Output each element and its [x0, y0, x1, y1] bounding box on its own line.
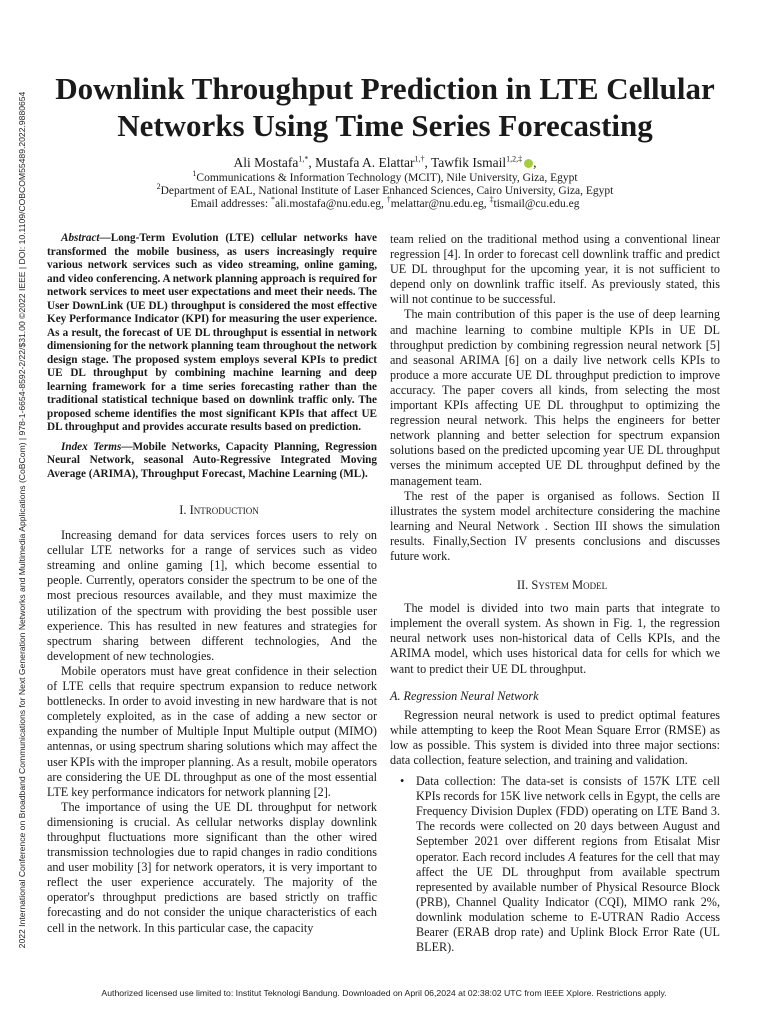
affiliation-1	[40, 169, 730, 185]
list-item	[390, 774, 720, 955]
author-2-sup: 1,†	[414, 154, 425, 164]
orcid-icon[interactable]	[524, 159, 533, 168]
index-terms	[47, 441, 377, 482]
aff1-text: Communications & Information Technology (MCIT), Nile University, Giza, Egypt	[196, 172, 578, 184]
email-prefix: Email addresses:	[190, 198, 271, 210]
author-1: Ali Mostafa	[233, 155, 299, 170]
abstract-text: —Long-Term Evolution (LTE) cellular networks have transformed the mobile business, as users increasingly require various network services such as video streaming, online gaming, and video conferencing. A network planning approach is required for network services to meet user expectations and meet their needs. The User DownLink (UE DL) throughput is considered the most effective Key Performance Indicator (KPI) for measuring the user experience. As a result, the forecast of UE DL throughput is essential in network dimensioning for the network planning team throughout the network design stage. The proposed system employs several KPIs to predict UE DL throughput by combining machine learning and deep learning framework for a time series forecasting rather than the traditional statistical technique based on downlink traffic only. The proposed scheme identifies the most significant KPIs that affect UE DL throughput and provides accurate results based on prediction.	[47, 232, 377, 433]
body-paragraph: The rest of the paper is organised as follows. Section II illustrates the system model architecture considering the machine learning and Neural Network . Section III shows the simulation results. Finally,Section IV presents conclusions and discusses future work.	[390, 488, 720, 563]
aff1-sup: 1	[192, 169, 197, 179]
bullet-text-1: Data collection: The data-set is consists of 157K LTE cell KPIs records for 15K live network cells in Egypt, the cells are Frequency Division Duplex (FDD) operating on LTE Band 3. The records were collected on 20 days between August and September 2021 over different regions from Etisalat Misr operator. Each record includes	[416, 774, 720, 864]
intro-paragraph: The importance of using the UE DL throughput for network dimensioning is crucial. As cellular networks display downlink throughput fluctuations more significant than the other wired transmission technologies due to rapid changes in radio conditions and user mobility [3] for network operators, it is very important to reflect the user experience accurately. The majority of the operator's throughput predictions are based strictly on traffic forecasting and do not consider the unique characteristics of each cell in the network. In this particular case, the capacity	[47, 799, 377, 935]
affiliation-2	[40, 182, 730, 198]
author-2: , Mustafa A. Elattar	[308, 155, 415, 170]
right-column	[390, 232, 720, 955]
email-line	[40, 195, 730, 211]
email-1: ali.mostafa@nu.edu.eg,	[274, 198, 387, 210]
license-footer: Authorized licensed use limited to: Institut Teknologi Bandung. Downloaded on April 06,2024 at 02:38:02 UTC from IEEE Xplore. Restrictions apply.	[101, 988, 667, 998]
intro-paragraph: Mobile operators must have great confidence in their selection of LTE cells that require spectrum expansion to reduce network bottlenecks. In order to avoid investing in new hardware that is not completely exploited, as in the case of adding a new sector or expanding the number of Multiple Input Multiple output (MIMO) antennas, or using spectrum sharing solutions which may affect the user KPIs with the improper planning. As a result, mobile operators are considering the UE DL throughput as one of the most essential LTE key performance indicators for network planning [2].	[47, 663, 377, 799]
section-2-paragraph: The model is divided into two main parts that integrate to implement the overall system. As shown in Fig. 1, the regression neural network uses non-historical data of Cells KPIs, and the ARIMA model, which uses historical data for cells for which we want to predict their UE DL throughput.	[390, 601, 720, 676]
aff2-sup: 2	[156, 182, 161, 192]
aff2-text: Department of EAL, National Institute of Laser Enhanced Sciences, Cairo University, Giza, Egypt	[160, 185, 614, 197]
index-terms-text: —Mobile Networks, Capacity Planning, Regression Neural Network, seasonal Auto-Regressive Integrated Moving Average (ARIMA), Throughput Forecast, Machine Learning (ML).	[47, 440, 377, 480]
abstract-label: Abstract	[61, 232, 100, 244]
author-block	[40, 154, 730, 211]
email1-sym: *	[270, 195, 275, 205]
copyright-sidebar	[14, 60, 30, 980]
author-line: Ali Mostafa$^{1,*}$, Mustafa A. Elattar$^{1,\dagger}$, Tawfik Ismail$^{1,2,\ddagger}$ ,	[233, 154, 537, 170]
body-paragraph: The main contribution of this paper is the use of deep learning and machine learning to combine multiple KPIs in UE DL throughput prediction by combining regression neural network [5] and seasonal ARIMA [6] on a daily live network cells KPIs to produce a more accurate UE DL throughput prediction to improve accuracy. The paper covers all kinds, from selecting the most important KPIs affecting UE DL throughput to optimizing the regression neural network. This helps the engineers for better network planning and better selection for spectrum expansion solutions based on the predicted upcoming year UE DL throughput verses the minimum accepted UE DL throughput defined by the management team.	[390, 307, 720, 488]
section-1-title: I. Introduction	[179, 503, 259, 517]
author-1-sup: 1,*	[298, 154, 309, 164]
email3-sym: ‡	[489, 195, 494, 205]
subsection-a-paragraph: Regression neural network is used to predict optimal features while attempting to keep the Root Mean Square Error (RMSE) as low as possible. This system is divided into three major sections: data collection, feature selection, and training and validation.	[390, 707, 720, 767]
abstract	[47, 232, 377, 435]
bullet-text-2: features for the cell that may affect the UE DL throughput from available spectrum represented by available number of Physical Resource Block (PRB), Channel Quality Indicator (CQI), MIMO rank 2%, downlink modulation scheme to E-UTRAN Radio Access Bearer (ERAB drop rate) and Uplink Block Error Rate (UL BLER).	[416, 849, 720, 955]
section-2-title: II. System Model	[516, 578, 608, 593]
email2-sym: †	[386, 195, 391, 205]
intro-paragraph: Increasing demand for data services forces users to rely on cellular LTE networks for a range of services such as video streaming and online gaming [1], which become essential to people. Currently, operators consider the spectrum to be one of the most precious resources available, and they must maximize the utilization of the spectrum with providing the best possible user experience. This has resulted in new features and strategies for spectrum sharing between different technologies, And the development of new technologies.	[47, 528, 377, 663]
subsection-a-title: A. Regression Neural Network	[390, 688, 539, 703]
body-paragraph: team relied on the traditional method using a conventional linear regression [4]. In order to forecast cell downlink traffic and predict UE DL throughput for the upcoming year, it is not sufficient to depend only on downlink traffic itself. As previously stated, this will not continue to be successful.	[390, 232, 720, 307]
bullet-variable: A	[568, 849, 576, 864]
paper-title: Downlink Throughput Prediction in LTE Cellular Networks Using Time Series Forecasting	[55, 71, 715, 143]
left-column	[47, 232, 377, 936]
index-terms-label: Index Terms	[61, 440, 122, 453]
email-2: melattar@nu.edu.eg,	[390, 198, 490, 210]
email-3: tismail@cu.edu.eg	[493, 198, 580, 210]
sidebar-text: 2022 International Conference on Broadband Communications for Next Generation Networks and Multimedia Applications (CoBCom) | 978-1-6654-8592-2/22/$31.00 ©2022 IEEE | DOI: 10.1109/COBCOM55489.2022.9880654	[17, 91, 27, 949]
author-3-sup: 1,2,‡	[506, 154, 523, 164]
author-3: , Tawfik Ismail	[424, 155, 507, 170]
